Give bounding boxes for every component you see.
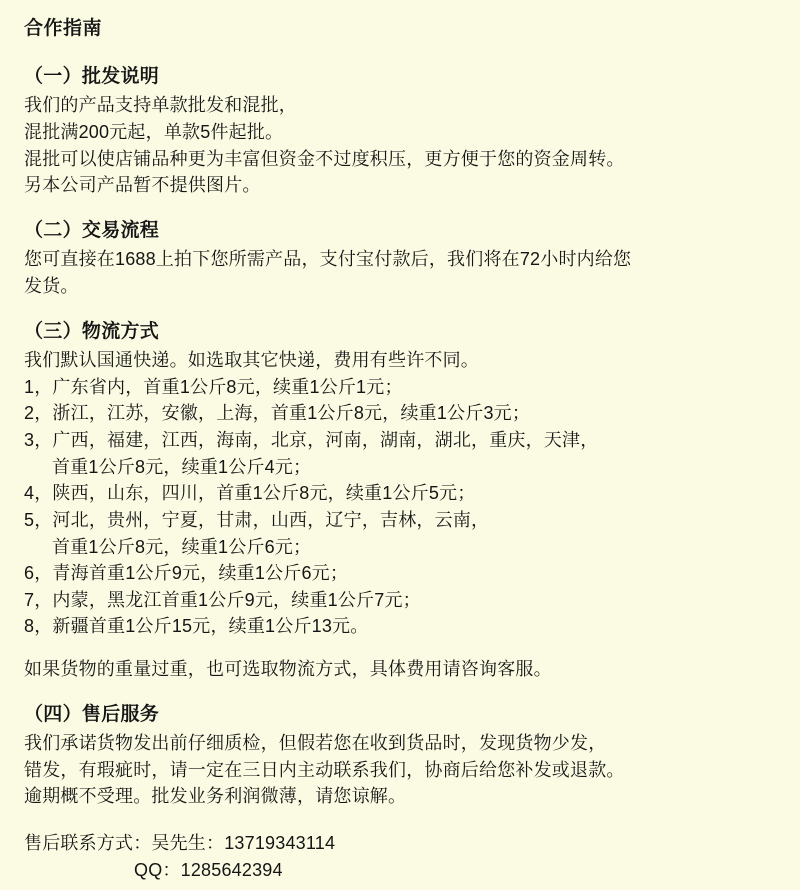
paragraph: 错发，有瑕疵时，请一定在三日内主动联系我们，协商后给您补发或退款。 — [24, 759, 625, 780]
list-item-text: 浙江，江苏，安徽，上海，首重1公斤8元，续重1公斤3元； — [52, 403, 531, 424]
list-item-text-continued: 首重1公斤8元，续重1公斤4元； — [52, 456, 312, 477]
contact-phone-line: 售后联系方式：吴先生：13719343114 — [24, 833, 336, 854]
paragraph: 混批满200元起，单款5件起批。 — [24, 121, 284, 142]
list-item — [24, 374, 776, 401]
section-wholesale — [24, 63, 776, 199]
paragraph: 另本公司产品暂不提供图片。 — [24, 175, 261, 196]
section-logistics — [24, 318, 776, 683]
list-item-text: 青海首重1公斤9元，续重1公斤6元； — [52, 563, 349, 584]
list-item-label: 5， — [24, 509, 53, 530]
contact-block — [24, 830, 776, 884]
list-item-label: 1， — [24, 376, 53, 397]
contact-qq-line: QQ：1285642394 — [134, 860, 283, 881]
list-item-text: 新疆首重1公斤15元，续重1公斤13元。 — [52, 616, 369, 637]
list-item — [24, 507, 776, 560]
list-item-label: 4， — [24, 483, 53, 504]
list-item-label: 3， — [24, 430, 53, 451]
section-heading-logistics: （三）物流方式 — [24, 320, 160, 342]
list-item — [24, 427, 776, 480]
list-item-text: 陕西，山东，四川，首重1公斤8元，续重1公斤5元； — [52, 483, 476, 504]
paragraph: 发货。 — [24, 276, 79, 297]
list-item — [24, 400, 776, 427]
shipping-rate-list — [24, 374, 776, 640]
page-title: 合作指南 — [24, 18, 103, 39]
list-item — [24, 587, 776, 614]
section-transaction-process — [24, 217, 776, 300]
list-item-label: 8， — [24, 616, 53, 637]
list-item-text: 河北，贵州，宁夏，甘肃，山西，辽宁，吉林，云南， — [52, 509, 490, 530]
paragraph: 您可直接在1688上拍下您所需产品，支付宝付款后，我们将在72小时内给您 — [24, 249, 632, 270]
list-item-text: 广东省内，首重1公斤8元，续重1公斤1元； — [52, 376, 403, 397]
section-heading-wholesale: （一）批发说明 — [24, 65, 160, 87]
list-item-text: 广西，福建，江西，海南，北京，河南，湖南，湖北，重庆，天津， — [52, 430, 599, 451]
list-item-label: 7， — [24, 589, 53, 610]
list-item-text-continued: 首重1公斤8元，续重1公斤6元； — [52, 536, 312, 557]
paragraph: 我们承诺货物发出前仔细质检，但假若您在收到货品时，发现货物少发， — [24, 733, 607, 754]
list-item — [24, 480, 776, 507]
paragraph: 混批可以使店铺品种更为丰富但资金不过度积压，更方便于您的资金周转。 — [24, 148, 625, 169]
logistics-note: 如果货物的重量过重，也可选取物流方式，具体费用请咨询客服。 — [24, 659, 552, 680]
section-heading-after-sales: （四）售后服务 — [24, 703, 160, 725]
list-item-text: 内蒙，黑龙江首重1公斤9元，续重1公斤7元； — [52, 589, 421, 610]
list-item-label: 6， — [24, 563, 53, 584]
paragraph: 我们的产品支持单款批发和混批， — [24, 95, 297, 116]
paragraph: 我们默认国通快递。如选取其它快递，费用有些许不同。 — [24, 350, 479, 371]
paragraph: 逾期概不受理。批发业务利润微薄，请您谅解。 — [24, 786, 407, 807]
section-heading-transaction-process: （二）交易流程 — [24, 219, 160, 241]
list-item — [24, 560, 776, 587]
list-item-label: 2， — [24, 403, 53, 424]
list-item — [24, 613, 776, 640]
section-after-sales — [24, 701, 776, 810]
